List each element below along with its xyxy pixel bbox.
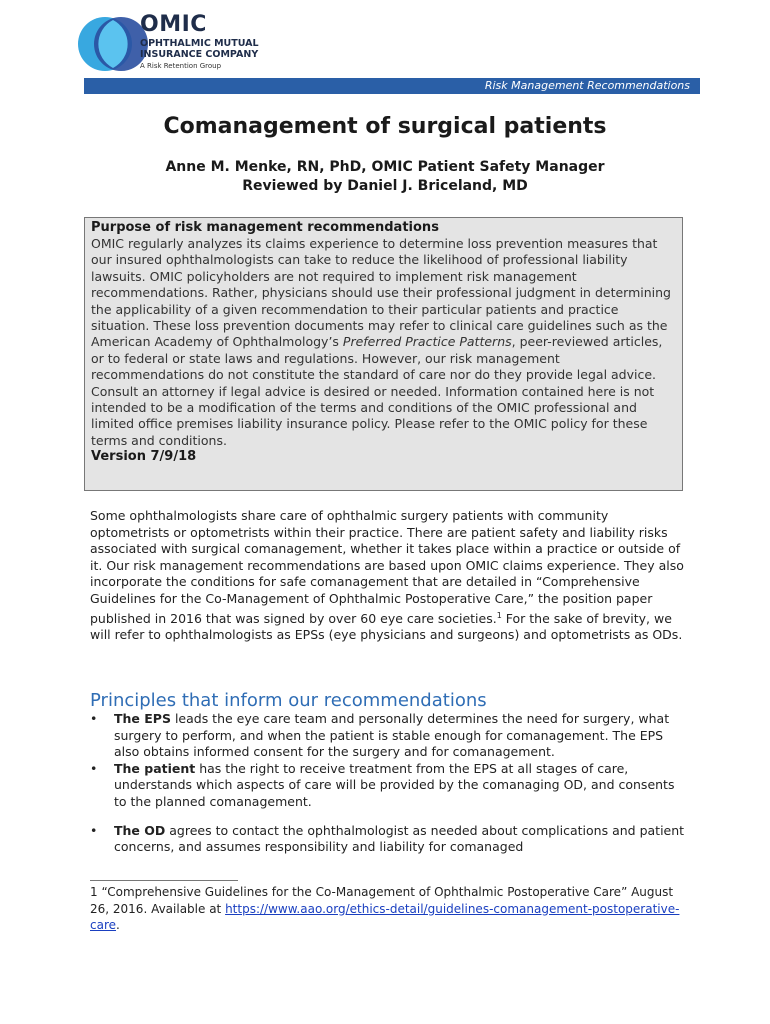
principle-item [90,823,686,856]
principles-heading: Principles that inform our recommendations [90,690,487,711]
principle-text: has the right to receive treatment from the EPS at all stages of care, understands which aspects of care will be provided by the comanaging OD, and consents to the planned comanagement. [114,760,675,809]
logo-tagline: A Risk Retention Group [140,62,222,70]
footnote-divider [90,880,238,881]
bullet-icon: • [90,760,98,776]
purpose-box [84,217,683,491]
footnote-link[interactable]: https://www.aao.org/ethics-detail/guidelines-comanagement-postoperative-care [90,901,680,932]
intro-paragraph [90,508,686,644]
principles-list [90,711,686,856]
bullet-icon: • [90,711,98,726]
principle-item [90,711,686,761]
footnote-text: “Comprehensive Guidelines for the Co-Management of Ophthalmic Postoperative Care” August 26, 2016. Available at [90,885,674,916]
principle-text: leads the eye care team and personally determines the need for surgery, what surgery to perform, and when the patient is stable enough for comanagement. The EPS also obtains informed consent for the surgery and for comanagement. [114,711,670,760]
principle-subject: The OD [114,822,166,838]
banner-text: Risk Management Recommendations [484,79,690,92]
purpose-body-text: OMIC regularly analyzes its claims experience to determine loss prevention measures that our insured ophthalmologists can take to reduce the likelihood of professional liability lawsuits. OMIC policyholders are not required to implement risk management recommendations. Rather, physicians should use their professional judgment in determining the applicability of a given recommendation to their particular patients and practice situation. These loss prevention documents may refer to clinical care guidelines such as the American Academy of Ophthalmology’s [91,236,671,350]
header-banner [84,78,700,94]
principle-text: agrees to contact the ophthalmologist as needed about complications and patient concerns, and assumes responsibility and liability for comanaged [114,822,685,855]
purpose-body [91,236,676,449]
author-line: Anne M. Menke, RN, PhD, OMIC Patient Safety Manager [165,159,605,175]
principle-subject: The EPS [114,711,171,726]
logo-line2: OPHTHALMIC MUTUAL [140,38,259,49]
principle-item [90,761,686,811]
reviewer-line: Reviewed by Daniel J. Briceland, MD [242,178,528,194]
logo-name: OMIC [140,12,207,37]
purpose-body-italic: Preferred Practice Patterns [342,334,512,350]
logo-company [140,38,280,60]
version-label: Version 7/9/18 [91,449,197,465]
footnote-ref[interactable]: 1 [496,610,502,620]
purpose-title: Purpose of risk management recommendations [91,220,439,235]
intro-text: Some ophthalmologists share care of ophthalmic surgery patients with community optometrists or optometrists within their practice. There are patient safety and liability risks associated with surgical comanagement, whether it takes place within a practice or outside of it. Our risk management recommendations are based upon OMIC claims experience. They also incorporate the conditions for safe comanagement that are detailed in “Comprehensive Guidelines for the Co-Management of Ophthalmic Postoperative Care,” the position paper published in 2016 that was signed by over 60 eye care societies. [90,508,684,626]
footnote-end: . [116,918,120,932]
page-title: Comanagement of surgical patients [163,114,607,139]
footnote-number: 1 [90,885,98,899]
purpose-body-text-end: , peer-reviewed articles, or to federal or state laws and regulations. However, our risk management recommendations do not constitute the standard of care nor do they provide legal advice. Consult an attorney if legal advice is desired or needed. Information contained here is not intended to be a modification of the terms and conditions of the OMIC professional and limited office premises liability insurance policy. Please refer to the OMIC policy for these terms and conditions. [91,334,663,448]
footnote [90,884,690,934]
principle-subject: The patient [114,760,196,776]
bullet-icon: • [90,822,98,838]
intro-text-end: For the sake of brevity, we will refer to ophthalmologists as EPSs (eye physicians and surgeons) and optometrists as ODs. [90,610,683,643]
logo-line3: INSURANCE COMPANY [140,49,259,60]
